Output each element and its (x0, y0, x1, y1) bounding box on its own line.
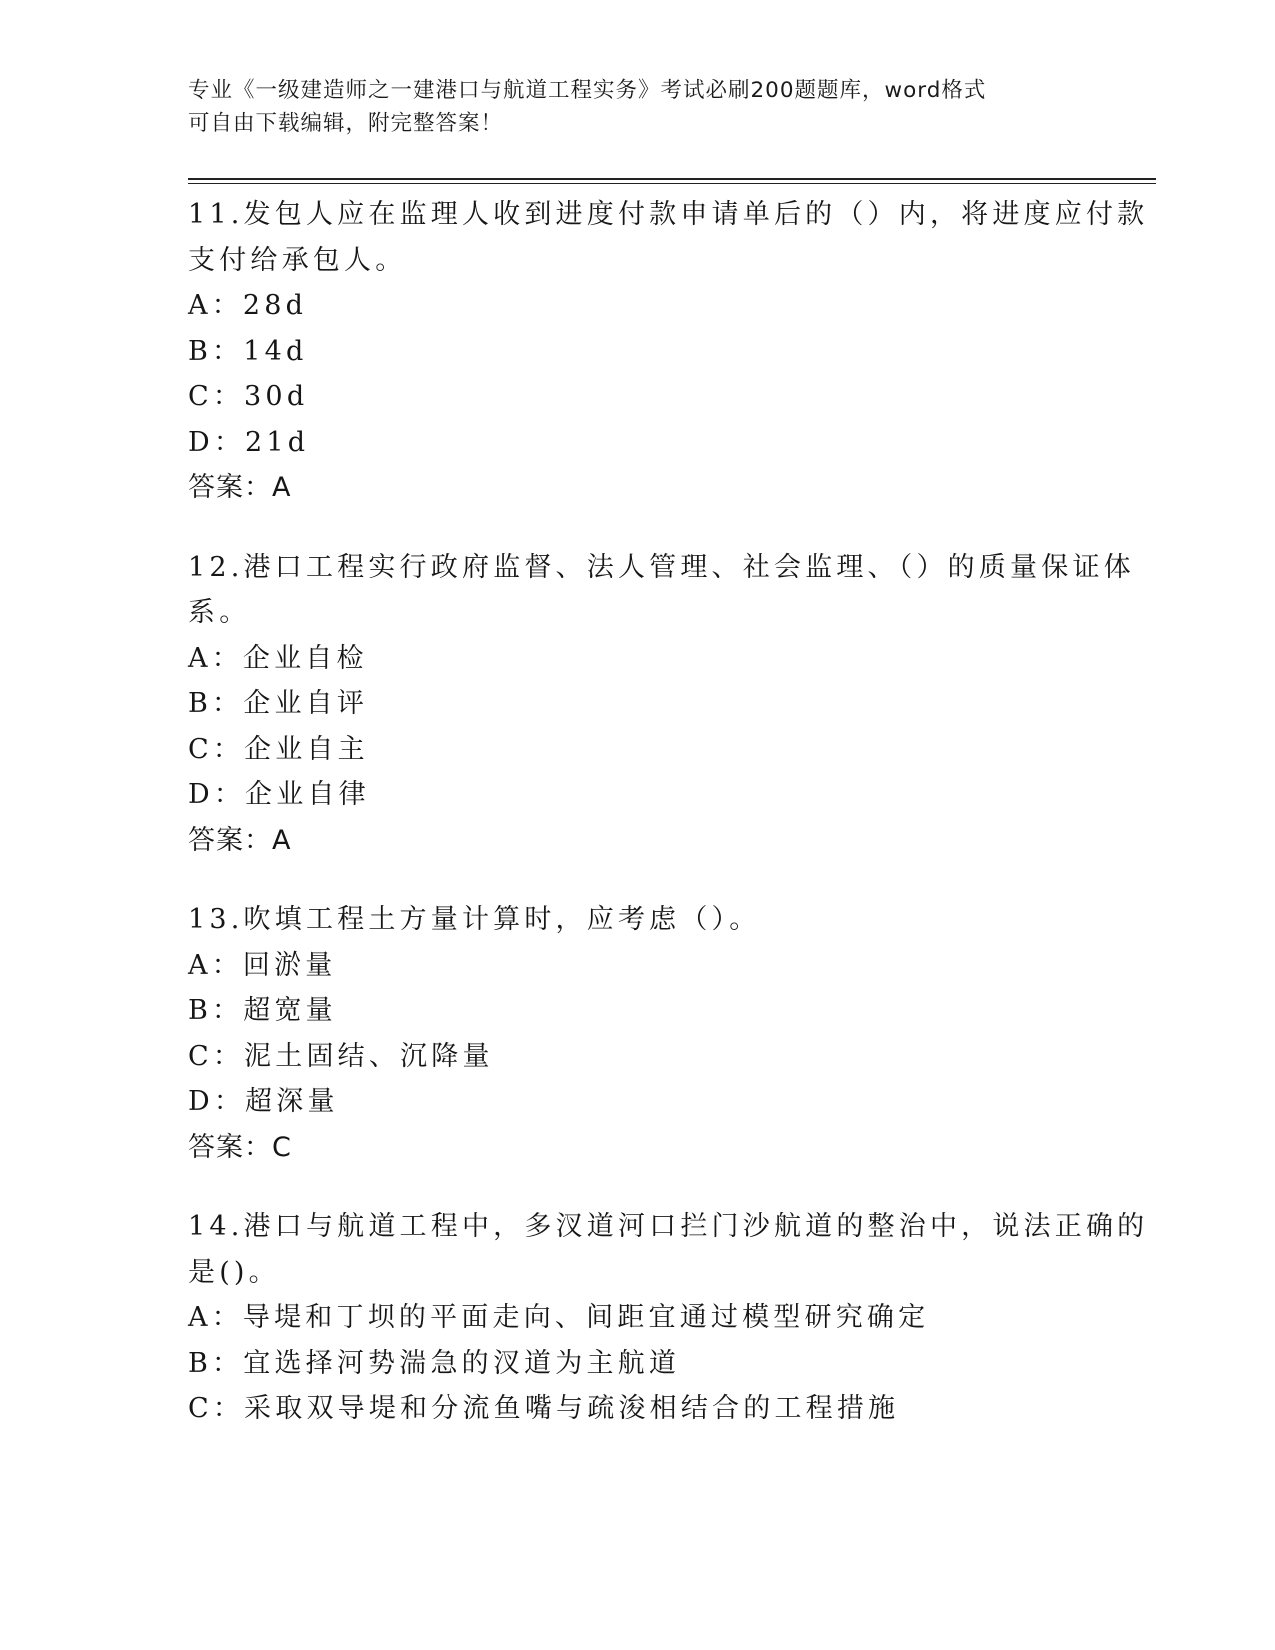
answer: 答案：A (188, 472, 292, 503)
option-b: B：超宽量 (188, 995, 337, 1026)
option-a: A：导堤和丁坝的平面走向、间距宜通过模型研究确定 (188, 1302, 930, 1333)
option-d: D：超深量 (188, 1086, 339, 1117)
question-list (188, 192, 1149, 1466)
option-b: B：14d (188, 335, 308, 367)
question-text: 支付给承包人。 (188, 244, 407, 276)
question-text: 是()。 (188, 1256, 280, 1288)
document-header (188, 74, 1088, 140)
option-d: D：企业自律 (188, 779, 370, 810)
header-line-2: 可自由下载编辑，附完整答案！ (188, 111, 504, 136)
option-a: A：企业自检 (188, 642, 368, 674)
question-text: 13.吹填工程土方量计算时，应考虑（）。 (188, 904, 761, 935)
answer: 答案：C (188, 1131, 292, 1163)
question-11 (188, 192, 1149, 511)
question-13 (188, 897, 1088, 1170)
option-c: C：30d (188, 381, 309, 412)
question-text: 14.港口与航道工程中，多汊道河口拦门沙航道的整治中，说法正确的 (188, 1211, 1149, 1242)
header-line-1: 专业《一级建造师之一建港口与航道工程实务》考试必刷200题题库，word格式 (188, 78, 987, 103)
question-text: 系。 (188, 597, 251, 628)
option-d: D：21d (188, 426, 310, 458)
question-text: 11.发包人应在监理人收到进度付款申请单后的（）内，将进度应付款 (188, 199, 1149, 230)
option-a: A：28d (188, 290, 308, 321)
option-c: C：采取双导堤和分流鱼嘴与疏浚相结合的工程措施 (188, 1393, 900, 1424)
question-12 (188, 545, 1135, 864)
header-divider-bottom (188, 183, 1156, 184)
question-14 (188, 1204, 1149, 1432)
option-a: A：回淤量 (188, 949, 337, 981)
option-c: C：企业自主 (188, 733, 369, 765)
option-b: B：宜选择河势湍急的汊道为主航道 (188, 1347, 681, 1379)
header-divider-top (188, 178, 1156, 180)
option-b: B：企业自评 (188, 688, 369, 719)
option-c: C：泥土固结、沉降量 (188, 1040, 494, 1072)
question-text: 12.港口工程实行政府监督、法人管理、社会监理、（）的质量保证体 (188, 551, 1135, 583)
answer: 答案：A (188, 824, 292, 856)
